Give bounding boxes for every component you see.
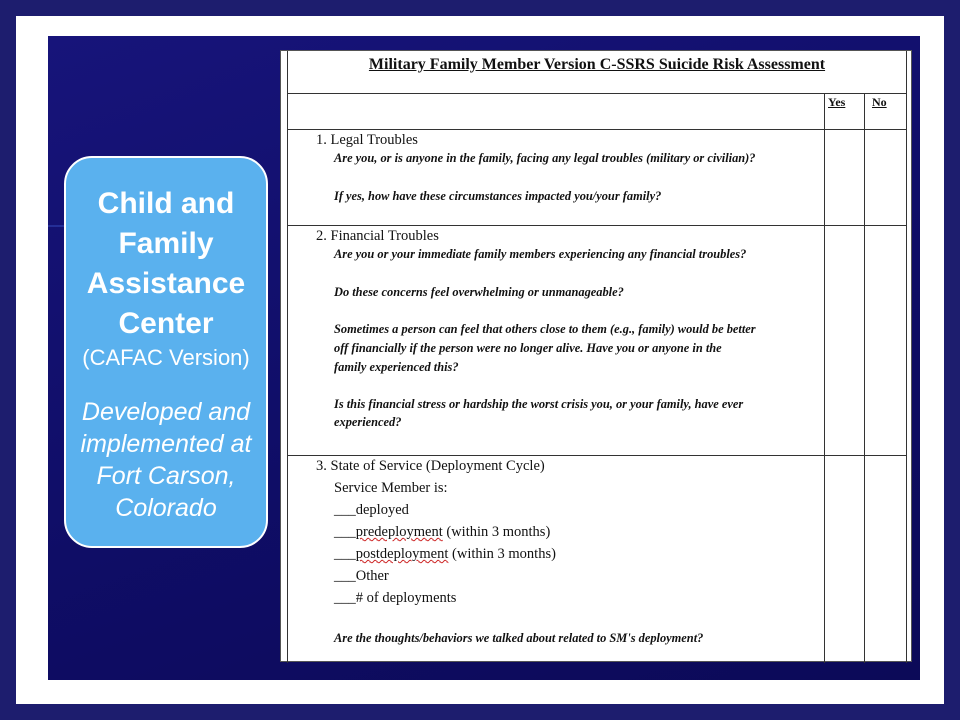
row-divider <box>288 455 906 456</box>
checklist-item <box>334 567 389 585</box>
question-2-line: Is this financial stress or hardship the worst crisis you, or your family, have ever <box>334 397 744 411</box>
checklist-item-label: Other <box>355 568 389 584</box>
blank-line: ___ <box>334 568 356 584</box>
question-2-line: off financially if the person were no longer alive. Have you or anyone in the <box>334 341 722 355</box>
callout-note-line: Colorado <box>115 494 217 522</box>
question-3-heading: 3. State of Service (Deployment Cycle) <box>316 458 545 474</box>
checklist-item-label: # of deployments <box>355 590 457 606</box>
question-1-line: If yes, how have these circumstances impacted you/your family? <box>334 189 662 203</box>
question-2-line: family experienced this? <box>334 360 459 374</box>
callout-note-line: implemented at <box>80 430 252 458</box>
question-2-line: Are you or your immediate family members experiencing any financial troubles? <box>334 247 747 261</box>
callout-title <box>66 184 266 344</box>
question-3-line: Are the thoughts/behaviors we talked about related to SM's deployment? <box>334 631 704 645</box>
service-member-label: Service Member is: <box>334 480 448 496</box>
checklist-item <box>334 545 556 563</box>
no-column-divider <box>864 93 865 663</box>
column-header-yes: Yes <box>828 95 846 109</box>
assessment-form <box>280 50 912 662</box>
callout-title-line: Center <box>118 307 214 340</box>
callout-box <box>64 156 268 548</box>
blank-line: ___ <box>334 502 356 518</box>
question-1-heading: 1. Legal Troubles <box>316 132 418 148</box>
row-divider <box>288 129 906 130</box>
form-title-text: Military Family Member Version C-SSRS Suicide Risk Assessment <box>368 56 826 73</box>
callout-title-line: Family <box>118 227 214 260</box>
question-2-line: Do these concerns feel overwhelming or unmanageable? <box>334 285 624 299</box>
column-header-no: No <box>872 95 887 109</box>
blank-line: ___ <box>334 524 356 540</box>
checklist-item <box>334 501 409 519</box>
checklist-item-label: deployed <box>355 502 409 518</box>
checklist-item <box>334 523 550 541</box>
slide-panel <box>48 36 920 680</box>
yes-column-divider <box>824 93 825 663</box>
checklist-item-detail: (within 3 months) <box>448 546 556 562</box>
question-1-line: Are you, or is anyone in the family, facing any legal troubles (military or civilian)? <box>334 151 756 165</box>
callout-note-line: Fort Carson, <box>96 462 236 490</box>
question-2-line: experienced? <box>334 415 402 429</box>
callout-note-line: Developed and <box>81 398 251 426</box>
question-2-heading: 2. Financial Troubles <box>316 228 439 244</box>
row-divider <box>288 225 906 226</box>
checklist-item-label: predeployment <box>355 524 443 540</box>
callout-note <box>66 396 266 524</box>
checklist-item <box>334 589 456 607</box>
question-2-line: Sometimes a person can feel that others close to them (e.g., family) would be better <box>334 322 756 336</box>
form-table <box>287 51 907 663</box>
callout-version: (CAFAC Version) <box>82 345 250 370</box>
checklist-item-detail: (within 3 months) <box>442 524 551 540</box>
blank-line: ___ <box>334 590 356 606</box>
callout-title-line: Child and <box>97 187 235 220</box>
blank-line: ___ <box>334 546 356 562</box>
form-title <box>288 53 906 94</box>
callout-title-line: Assistance <box>86 267 246 300</box>
checklist-item-label: postdeployment <box>355 546 449 562</box>
